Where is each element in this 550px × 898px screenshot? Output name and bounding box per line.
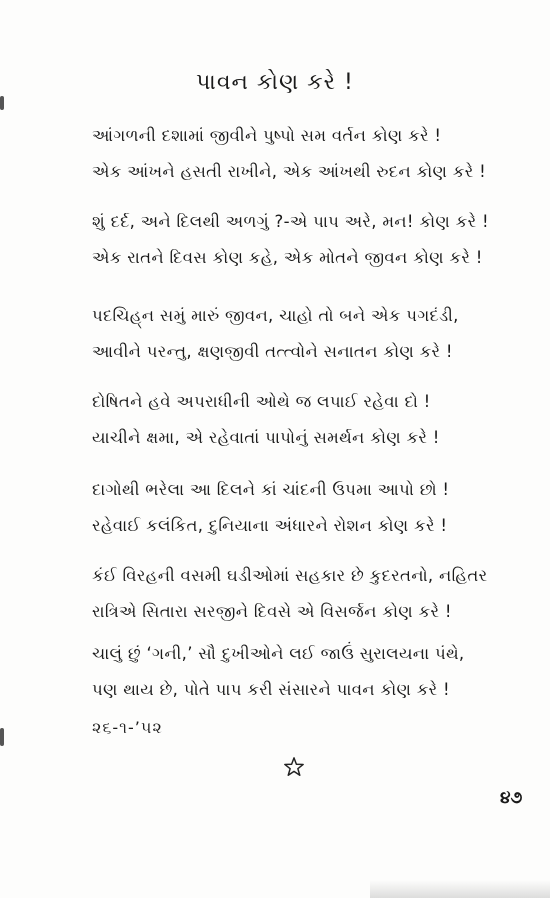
- poem-title: પાવન કોણ કરે !: [196, 70, 354, 95]
- poem-line: એક આંખને હસતી રાખીને, એક આંખથી રુદન કોણ કરે !: [92, 162, 486, 181]
- poem-date: ૨૬-૧-’૫૨: [92, 718, 163, 737]
- poem-line: આવીને પરન્તુ, ક્ષણજીવી તત્ત્વોને સનાતન કોણ કરે !: [92, 342, 453, 361]
- star-outline-icon: [283, 756, 305, 778]
- poem-line: યાચીને ક્ષમા, એ રહેવાતાં પાપોનું સમર્થન કોણ કરે !: [92, 428, 440, 447]
- stanza-6: [92, 558, 502, 630]
- stanza-4: [92, 384, 502, 456]
- margin-mark: [0, 728, 4, 746]
- poem-line: દોષિતને હવે અપરાધીની ઓથે જ લપાઈ રહેવા દો !: [92, 392, 431, 411]
- poem-line: ચાલું છું ‘ગની,’ સૌ દુખીઓને લઈ જાઉં સુરાલયના પંથે,: [92, 644, 465, 663]
- stanza-1: [92, 118, 502, 190]
- margin-mark: [0, 96, 4, 110]
- poem-line: રહેવાઈ કલંકિત, દુનિયાના અંધારને રોશન કોણ કરે !: [92, 516, 448, 535]
- stanza-5: [92, 472, 502, 544]
- poem-line: આંગળની દશામાં જીવીને પુષ્પો સમ વર્તન કોણ કરે !: [92, 126, 442, 145]
- poem-line: એક રાતને દિવસ કોણ કહે, એક મોતને જીવન કોણ કરે !: [92, 248, 483, 267]
- page-number: ૪૭: [500, 788, 523, 808]
- stanza-2: [92, 204, 502, 276]
- poem-line: કંઈ વિરહની વસમી ઘડીઓમાં સહકાર છે કુદરતનો, નહિતર: [92, 566, 488, 585]
- stanza-7: [92, 636, 502, 708]
- poem-line: દાગોથી ભરેલા આ દિલને કાં ચાંદની ઉપમા આપો છો !: [92, 480, 450, 499]
- poem-line: પદચિહ્‌ન સમું મારું જીવન, ચાહો તો બને એક પગદંડી,: [92, 306, 459, 325]
- poem-line: પણ થાય છે, પોતે પાપ કરી સંસારને પાવન કોણ કરે !: [92, 680, 450, 699]
- poem-line: શું દર્દ, અને દિલથી અળગું ?-એ પાપ અરે, મન! કોણ કરે !: [92, 212, 489, 231]
- poem-line: રાત્રિએ સિતારા સરજીને દિવસે એ વિસર્જન કોણ કરે !: [92, 602, 452, 621]
- stanza-3: [92, 298, 502, 370]
- page-edge-shadow: [370, 880, 550, 898]
